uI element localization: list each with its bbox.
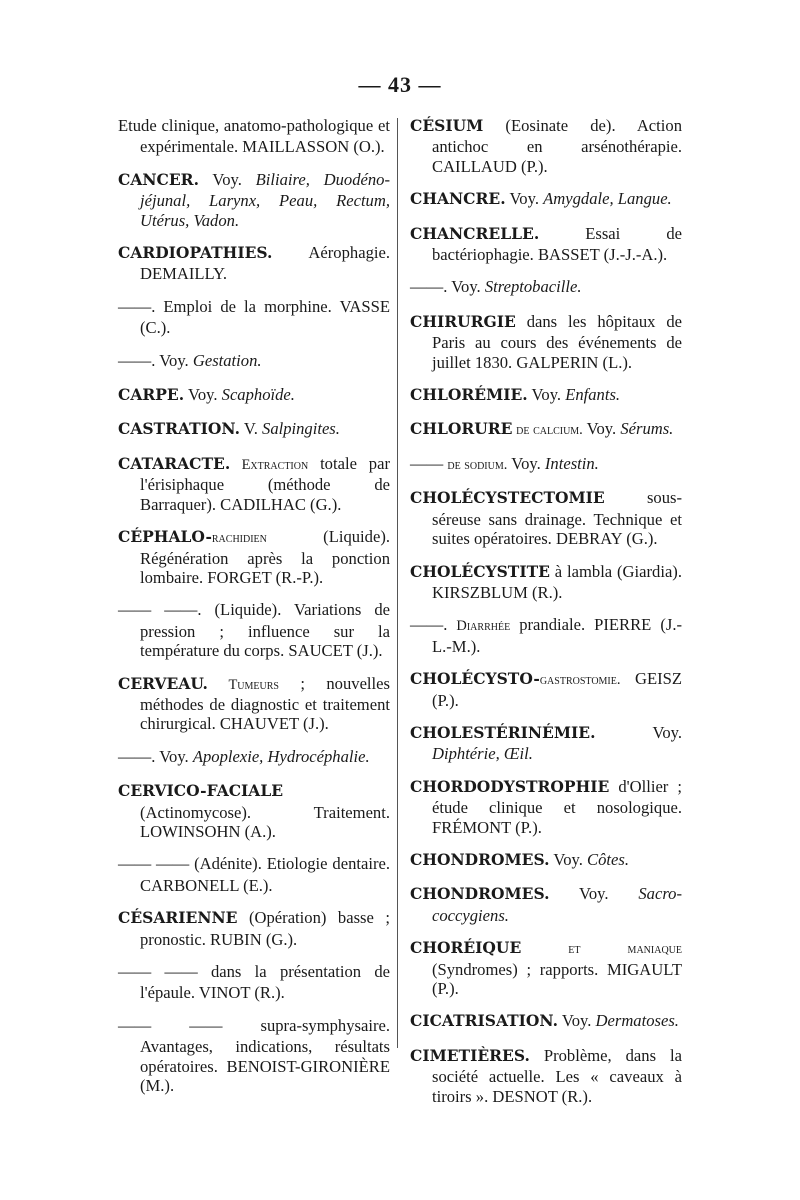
- index-entry: [118, 351, 390, 372]
- entry-smallcaps: de calcium.: [512, 422, 583, 439]
- index-entry: [118, 1016, 390, 1096]
- index-entry: [118, 454, 390, 514]
- index-entry: [410, 850, 682, 871]
- index-entry: [118, 243, 390, 284]
- index-entry: [118, 170, 390, 230]
- entry-smallcaps: rachidien: [211, 530, 267, 547]
- index-entry: [410, 777, 682, 837]
- index-entry: [118, 674, 390, 734]
- entry-smallcaps: Extraction: [230, 456, 309, 473]
- index-entry: [410, 1011, 682, 1032]
- entry-heading: CÉSIUM: [410, 116, 484, 135]
- entry-text: Voy.: [451, 277, 485, 297]
- entry-text: totale par l'érisiphaque (méthode de Barraquer). CADILHAC (G.).: [140, 453, 390, 514]
- index-entry: [410, 189, 682, 210]
- entry-text: (Eosinate de). Action antichoc en arsénothérapie. CAILLAUD (P.).: [432, 116, 682, 176]
- entry-text: ; nouvelles méthodes de diagnostic et traitement chirurgical. CHAUVET (J.).: [140, 673, 390, 734]
- entry-smallcaps: Diarrhée: [456, 618, 511, 635]
- index-entry: [118, 527, 390, 587]
- entry-text: Voy.: [527, 385, 566, 405]
- entry-dash: —— ——: [118, 854, 195, 874]
- index-entry: [410, 938, 682, 998]
- entry-heading: CHLORURE: [410, 419, 513, 439]
- entry-text: (Adénite). Etiologie dentaire. CARBONELL (E.).: [140, 854, 390, 895]
- index-entry: [118, 854, 390, 895]
- entry-text: Voy.: [159, 350, 193, 370]
- entry-text: (Liquide). Régénération après la ponction lombaire. FORGET (R.-P.).: [140, 527, 390, 587]
- index-entry: [410, 419, 682, 440]
- entry-heading: CICATRISATION.: [410, 1011, 558, 1031]
- entry-heading: CATARACTE.: [118, 453, 231, 473]
- index-entry: [410, 562, 682, 603]
- entry-dash: ——: [410, 453, 448, 473]
- entry-italic-ref: Biliaire, Duodéno-jéjunal, Larynx, Peau, Rectum, Utérus, Vadon.: [140, 169, 390, 230]
- entry-text: Voy.: [507, 453, 545, 473]
- entry-dash: ——.: [410, 615, 457, 635]
- index-entry: [410, 723, 682, 764]
- entry-heading: CHOLESTÉRINÉMIE.: [410, 722, 596, 742]
- entry-heading: CHOLÉCYSTO-: [410, 669, 540, 689]
- entry-heading: CANCER.: [118, 169, 199, 189]
- entry-heading: CHOLÉCYSTITE: [410, 561, 550, 581]
- entry-italic-ref: Sérums.: [620, 419, 674, 439]
- left-column: [118, 116, 390, 1108]
- entry-heading: CHIRURGIE: [410, 311, 516, 331]
- entry-heading: CHONDROMES.: [410, 884, 550, 904]
- entry-text: Etude clinique, anatomo-pathologique et expérimentale. MAILLASSON (O.).: [118, 116, 390, 157]
- entry-italic-ref: Gestation.: [192, 350, 262, 370]
- entry-italic-ref: Intestin.: [544, 453, 599, 473]
- column-divider: [397, 118, 398, 1048]
- index-entry: [118, 419, 390, 440]
- entry-text: GEISZ (P.).: [432, 669, 682, 710]
- entry-text: Voy.: [159, 746, 193, 766]
- entry-text: Emploi de la morphine. VASSE (C.).: [140, 296, 390, 338]
- entry-dash: ——.: [410, 277, 452, 297]
- index-entry: [118, 116, 390, 157]
- index-entry: [410, 312, 682, 372]
- entry-text: sous-séreuse sans drainage. Technique et suites opératoires. DEBRAY (G.).: [432, 488, 682, 549]
- entry-italic-ref: Dermatoses.: [595, 1011, 679, 1031]
- entry-text: Voy.: [558, 1011, 596, 1031]
- right-column: [410, 116, 682, 1119]
- entry-text: Problème, dans la société actuelle. Les « caveaux à tiroirs ». DESNOT (R.).: [432, 1045, 682, 1106]
- index-entry: [118, 747, 390, 768]
- entry-text: Essai de bactériophagie. BASSET (J.-J.-A.).: [432, 223, 682, 265]
- index-entry: [118, 600, 390, 660]
- entry-smallcaps: gastrostomie.: [539, 672, 621, 689]
- entry-dash: ——.: [118, 296, 164, 316]
- entry-text: Voy.: [549, 884, 639, 904]
- entry-text: (Liquide). Variations de pression ; influence sur la température du corps. SAUCET (J.).: [140, 600, 390, 661]
- entry-text: Voy.: [549, 849, 588, 869]
- entry-text: Voy.: [198, 169, 256, 189]
- entry-heading: CHONDROMES.: [410, 849, 550, 869]
- entry-text: dans les hôpitaux de Paris au cours des événements de juillet 1830. GALPERIN (L.).: [432, 311, 682, 372]
- entry-dash: ——.: [118, 350, 160, 370]
- entry-text: dans la présentation de l'épaule. VINOT (R.).: [140, 962, 390, 1003]
- index-entry: [118, 385, 390, 406]
- entry-dash: —— ——.: [118, 600, 215, 620]
- index-entry: [410, 116, 682, 176]
- entry-italic-ref: Apoplexie, Hydrocéphalie.: [192, 746, 370, 766]
- index-entry: [410, 224, 682, 265]
- index-entry: [410, 1046, 682, 1106]
- entry-italic-ref: Scaphoïde.: [221, 385, 295, 405]
- entry-italic-ref: Enfants.: [565, 385, 621, 405]
- entry-italic-ref: Diphtérie, Œil.: [432, 744, 533, 764]
- entry-italic-ref: Amygdale, Langue.: [543, 189, 672, 209]
- entry-italic-ref: Salpingites.: [262, 419, 340, 439]
- index-entry: [410, 385, 682, 406]
- entry-smallcaps: de sodium.: [447, 456, 508, 473]
- entry-text: Voy.: [595, 722, 682, 742]
- entry-dash: ——.: [118, 746, 160, 766]
- entry-text: (Opération) basse ; pronostic. RUBIN (G.).: [140, 908, 390, 949]
- index-entry: [410, 488, 682, 548]
- entry-text: (Actinomycose). Traitement. LOWINSOHN (A.).: [140, 802, 390, 841]
- entry-italic-ref: Streptobacille.: [484, 277, 582, 297]
- entry-dash: —— ——: [118, 1015, 261, 1035]
- entry-heading: CHANCRELLE.: [410, 223, 540, 243]
- index-entry: [410, 277, 682, 298]
- index-entry: [118, 781, 390, 841]
- entry-text: Voy.: [582, 419, 621, 439]
- index-entry: [410, 615, 682, 656]
- entry-smallcaps: et maniaque: [521, 941, 682, 958]
- entry-heading: CÉPHALO-: [118, 527, 212, 547]
- entry-text: Voy.: [505, 189, 544, 209]
- index-entry: [118, 908, 390, 949]
- entry-heading: CHLORÉMIE.: [410, 385, 528, 405]
- index-entry: [410, 669, 682, 710]
- entry-text: Voy.: [184, 385, 222, 405]
- entry-text: d'Ollier ; étude clinique et nosologique. FRÉMONT (P.).: [432, 776, 682, 837]
- entry-text: V.: [240, 419, 263, 439]
- entry-italic-ref: Sacro-coccygiens.: [432, 884, 682, 925]
- entry-heading: CHORÉIQUE: [410, 938, 522, 958]
- index-entry: [410, 884, 682, 925]
- entry-heading: CIMETIÈRES.: [410, 1045, 530, 1065]
- entry-text: prandiale. PIERRE (J.-L.-M.).: [432, 615, 682, 656]
- entry-italic-ref: Côtes.: [587, 849, 629, 869]
- entry-text: (Syndromes) ; rapports. MIGAULT (P.).: [432, 959, 682, 998]
- entry-heading: CARDIOPATHIES.: [118, 243, 273, 263]
- entry-heading: CERVEAU.: [118, 673, 208, 693]
- entry-heading: CASTRATION.: [118, 419, 241, 439]
- entry-text: Aérophagie. DEMAILLY.: [140, 243, 390, 284]
- entry-heading: CÉSARIENNE: [118, 908, 238, 928]
- entry-heading: CHOLÉCYSTECTOMIE: [410, 488, 605, 508]
- entry-heading: CARPE.: [118, 385, 185, 405]
- entry-heading: CERVICO-FACIALE: [118, 781, 284, 801]
- index-entry: [118, 297, 390, 338]
- index-entry: [410, 454, 682, 475]
- entry-text: à lambla (Giardia). KIRSZBLUM (R.).: [432, 561, 682, 602]
- entry-dash: —— ——: [118, 962, 211, 981]
- entry-smallcaps: Tumeurs: [207, 676, 279, 693]
- entry-heading: CHORDODYSTROPHIE: [410, 776, 610, 796]
- page-number: — 43 —: [358, 72, 442, 97]
- index-entry: [118, 962, 390, 1003]
- entry-text: supra-symphysaire. Avantages, indications, résultats opératoires. BENOIST-GIRONIÈRE (M.).: [140, 1015, 390, 1096]
- entry-heading: CHANCRE.: [410, 189, 506, 209]
